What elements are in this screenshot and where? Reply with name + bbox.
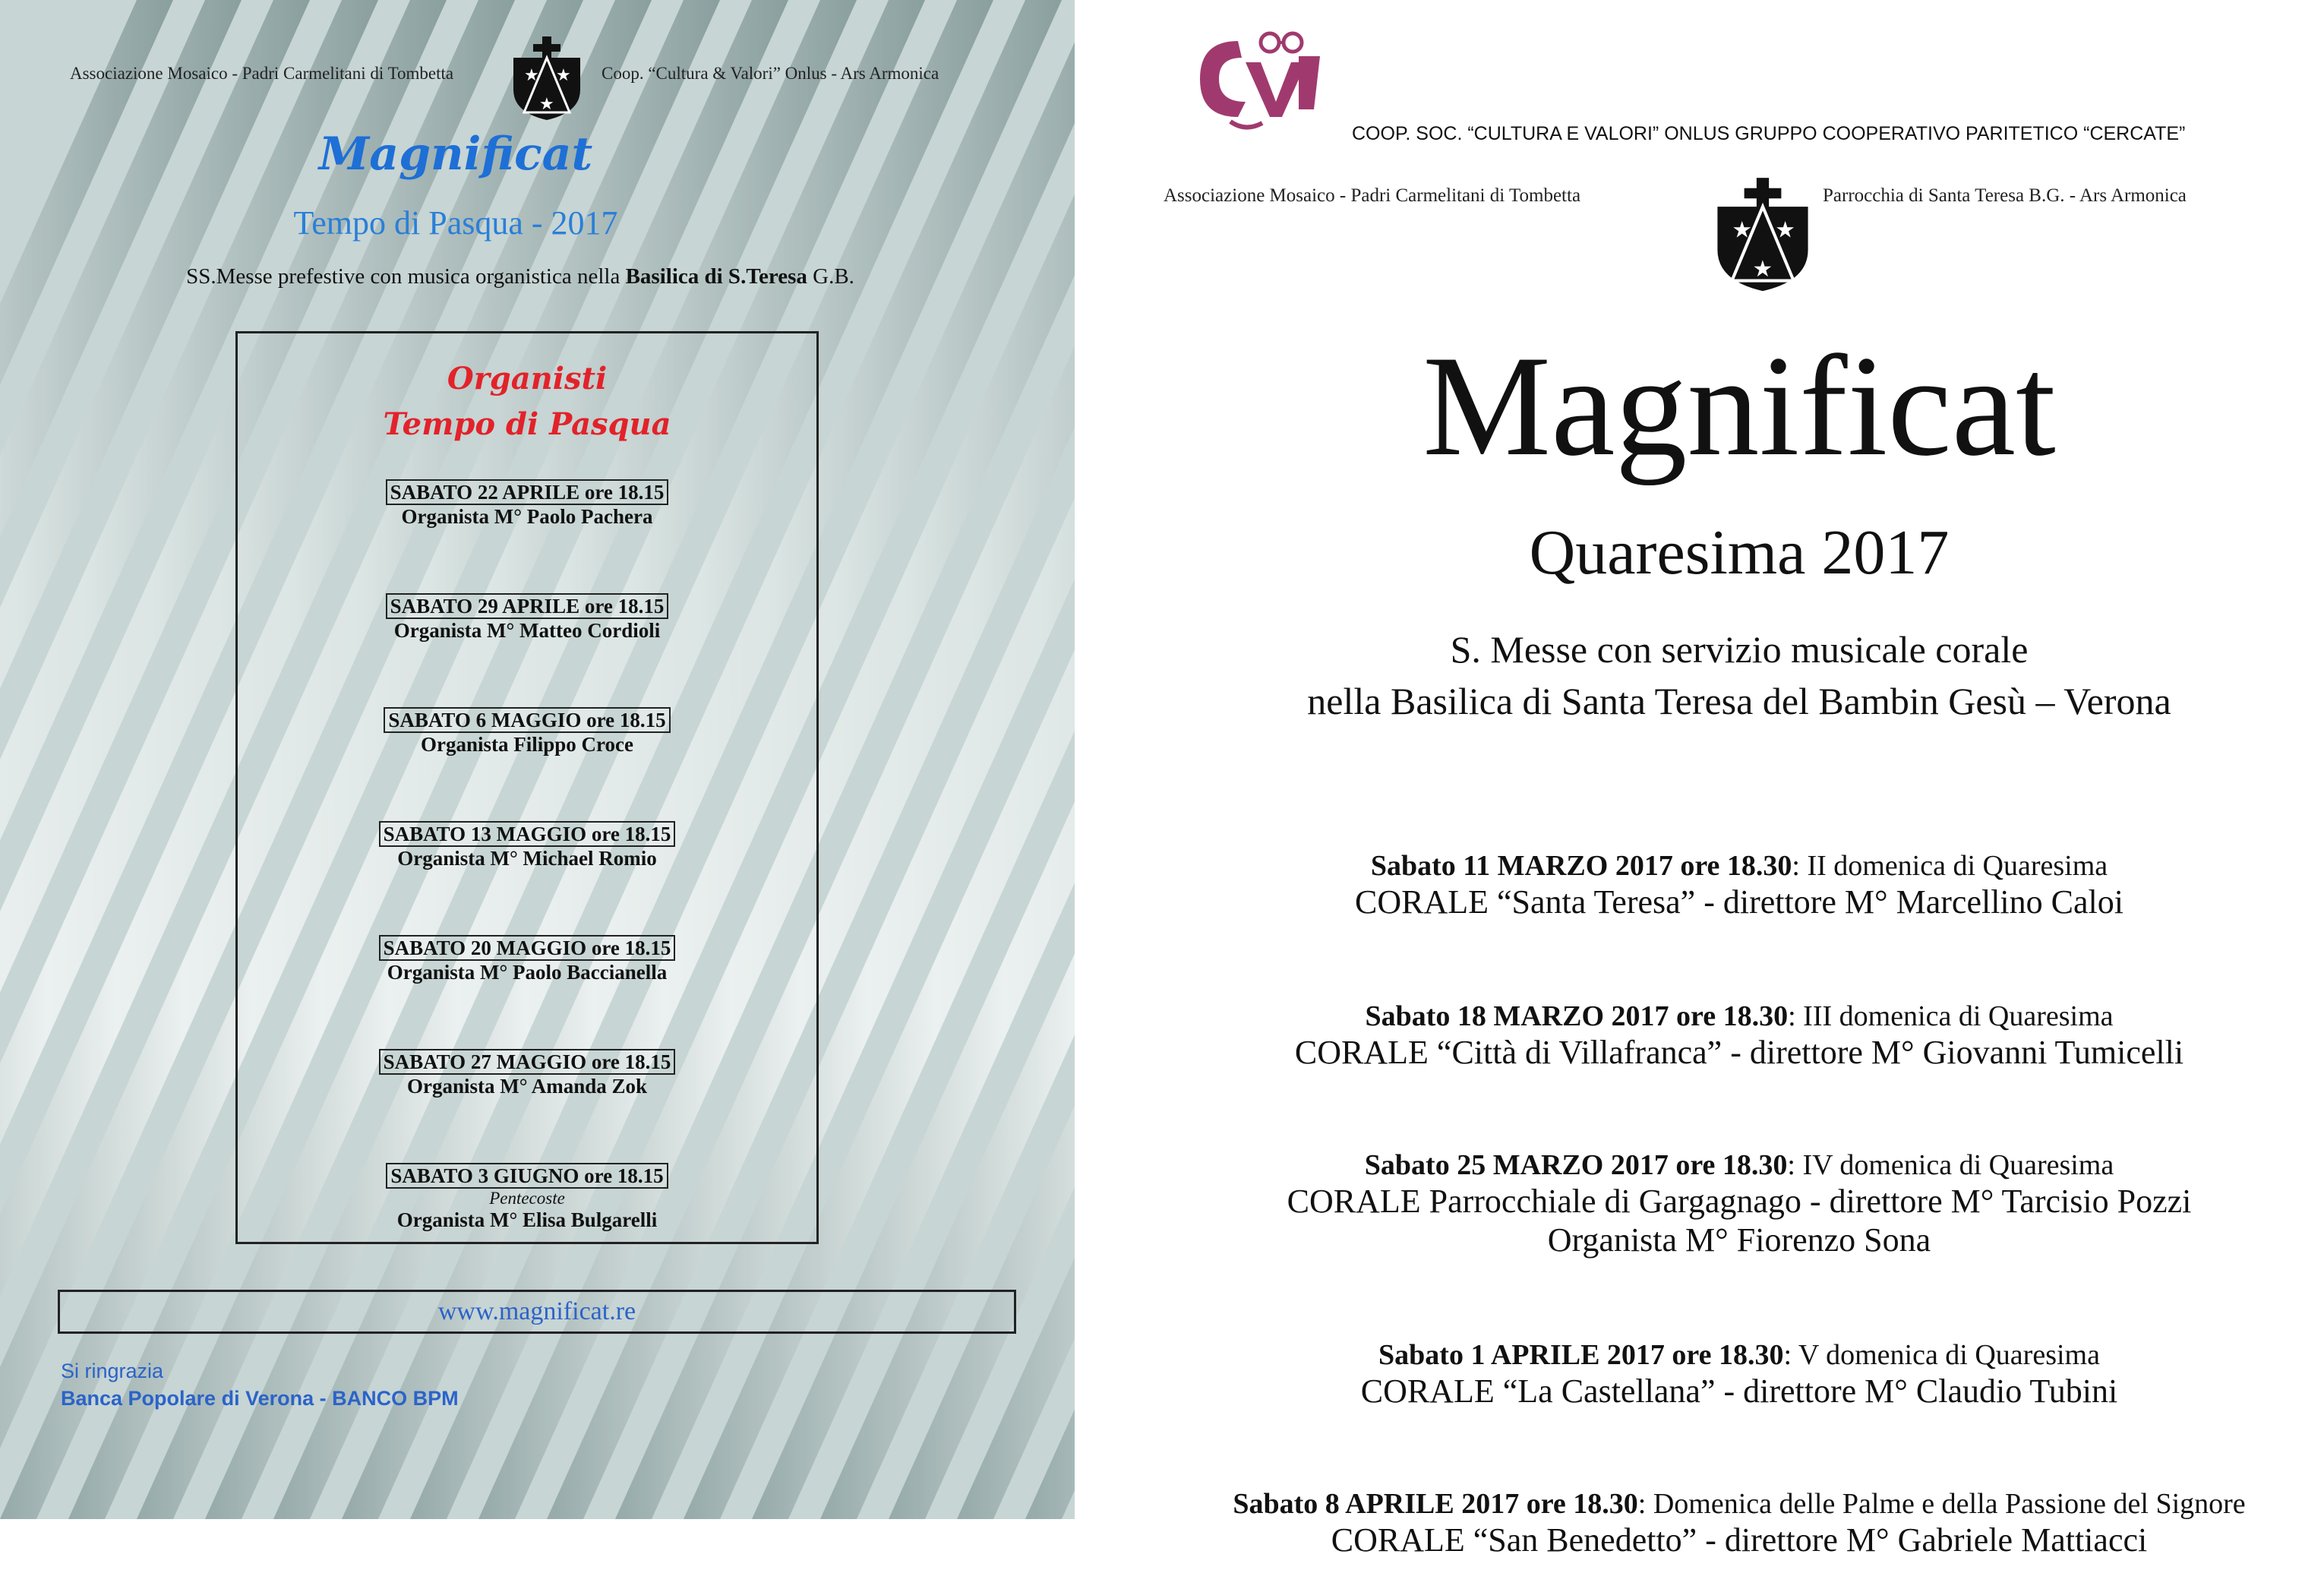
left-description-prefix: SS.Messe prefestive con musica organistica nella [186,264,626,289]
event-item [1162,1000,2316,1072]
event-choir: CORALE Parrocchiale di Gargagnago - direttore M° Tarcisio Pozzi [1287,1183,2192,1220]
event-choir: CORALE “San Benedetto” - direttore M° Gabriele Mattiacci [1331,1521,2148,1559]
event-date: Sabato 25 MARZO 2017 ore 18.30 [1364,1149,1788,1181]
right-subtitle: Quaresima 2017 [1529,517,1950,588]
event-item [1162,1148,2316,1259]
right-title: Magnificat [1423,327,2056,486]
list-item [238,707,816,757]
left-description [46,264,995,289]
list-item [238,821,816,870]
event-organist: Organista M° Fiorenzo Sona [1547,1221,1931,1259]
left-flyer [0,0,1075,1519]
date-label: SABATO 22 APRILE ore 18.15 [386,479,669,505]
right-coop-line: COOP. SOC. “CULTURA E VALORI” ONLUS GRUPPO COOPERATIVO PARITETICO “CERCATE” [1352,123,2186,144]
list-item [238,1049,816,1098]
event-date: Sabato 11 MARZO 2017 ore 18.30 [1370,850,1792,882]
date-label: SABATO 29 APRILE ore 18.15 [386,593,669,619]
thanks-label: Si ringrazia [61,1360,164,1382]
svg-text:★: ★ [1752,256,1773,283]
left-description-bold: Basilica di S.Teresa [625,264,807,289]
left-header-coop: Coop. “Cultura & Valori” Onlus - Ars Armonica [602,64,939,83]
organist-name: Organista M° Matteo Cordioli [393,619,661,643]
list-item [238,593,816,643]
left-title: Magnificat [318,128,593,181]
right-header-association: Associazione Mosaico - Padri Carmelitani di Tombetta [1164,185,1581,206]
date-label: SABATO 27 MAGGIO ore 18.15 [379,1049,676,1075]
carmelite-shield-icon-right [1713,175,1812,296]
event-occasion: : IV domenica di Quaresima [1787,1149,2114,1181]
pentecost-note: Pentecoste [489,1189,565,1208]
organists-box-subtitle: Tempo di Pasqua [383,406,671,442]
organists-box-title: Organisti [447,361,608,396]
date-label: SABATO 6 MAGGIO ore 18.15 [384,707,670,733]
event-item [1162,1338,2316,1410]
svg-text:★: ★ [1732,216,1753,244]
right-description-2: nella Basilica di Santa Teresa del Bambin Gesù – Verona [1307,680,2171,722]
event-date: Sabato 18 MARZO 2017 ore 18.30 [1365,1000,1789,1032]
organist-name: Organista M° Michael Romio [397,847,657,870]
date-label: SABATO 20 MAGGIO ore 18.15 [379,935,676,961]
list-item [238,935,816,984]
event-date: Sabato 8 APRILE 2017 ore 18.30 [1233,1488,1638,1520]
event-item [1162,849,2316,921]
event-choir: CORALE “Città di Villafranca” - direttore M° Giovanni Tumicelli [1294,1034,2184,1071]
event-date: Sabato 1 APRILE 2017 ore 18.30 [1378,1339,1784,1371]
date-label: SABATO 13 MAGGIO ore 18.15 [379,821,676,847]
date-label: SABATO 3 GIUGNO ore 18.15 [386,1163,668,1189]
organist-name: Organista M° Paolo Baccianella [387,961,668,984]
right-description-1: S. Messe con servizio musicale corale [1450,628,2029,671]
organist-name: Organista M° Amanda Zok [406,1075,648,1098]
event-item [1162,1487,2316,1559]
list-item [238,1163,816,1232]
organists-box [235,331,819,1244]
coop-logo-icon [1185,26,1329,140]
sponsor-name: Banca Popolare di Verona - BANCO BPM [61,1387,459,1410]
svg-text:★: ★ [524,66,539,85]
organist-name: Organista M° Elisa Bulgarelli [396,1208,658,1232]
list-item [238,479,816,529]
left-description-suffix: G.B. [807,264,854,289]
carmelite-shield-icon [510,36,583,122]
right-header-parish: Parrocchia di Santa Teresa B.G. - Ars Armonica [1823,185,2187,206]
event-choir: CORALE “La Castellana” - direttore M° Claudio Tubini [1360,1372,2118,1410]
left-header-association: Associazione Mosaico - Padri Carmelitani di Tombetta [70,64,454,83]
organist-name: Organista Filippo Croce [421,733,633,757]
event-choir: CORALE “Santa Teresa” - direttore M° Marcellino Caloi [1355,883,2123,921]
svg-text:★: ★ [539,95,554,114]
left-subtitle: Tempo di Pasqua - 2017 [293,204,618,242]
event-occasion: : Domenica delle Palme e della Passione del Signore [1637,1488,2246,1520]
event-occasion: : V domenica di Quaresima [1783,1339,2100,1371]
svg-text:★: ★ [556,66,571,85]
website-link[interactable]: www.magnificat.re [58,1290,1016,1334]
organist-name: Organista M° Paolo Pachera [401,505,653,529]
event-occasion: : III domenica di Quaresima [1788,1000,2114,1032]
event-occasion: : II domenica di Quaresima [1792,850,2108,882]
svg-text:★: ★ [1775,216,1795,244]
